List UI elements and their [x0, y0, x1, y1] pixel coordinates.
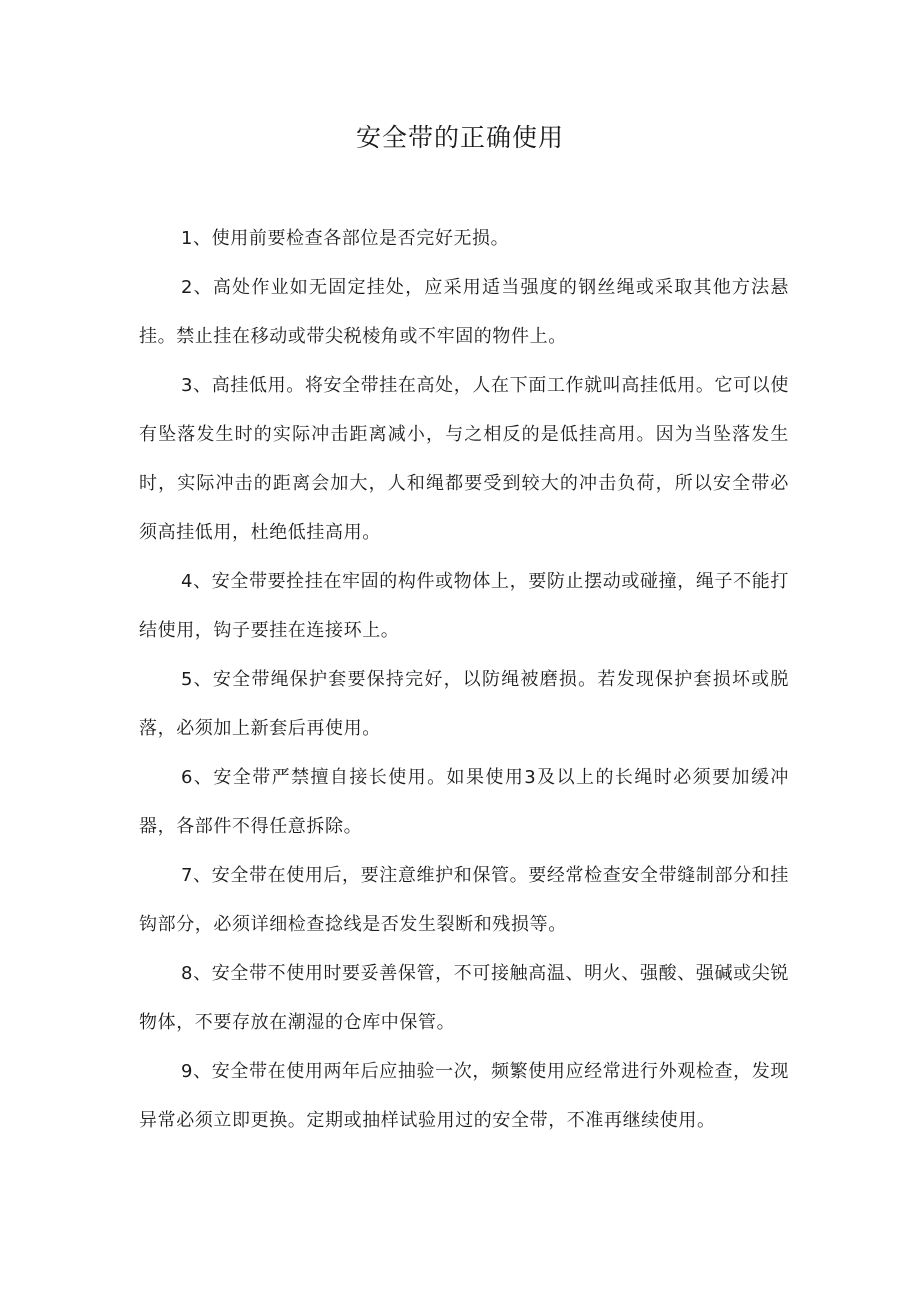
instruction-item-9: 9、安全带在使用两年后应抽验一次，频繁使用应经常进行外观检查，发现异常必须立即更换。定期或抽样试验用过的安全带，不准再继续使用。	[139, 1061, 789, 1131]
instruction-item-2: 2、高处作业如无固定挂处，应采用适当强度的钢丝绳或采取其他方法悬挂。禁止挂在移动或带尖税棱角或不牢固的物件上。	[139, 277, 789, 347]
instruction-item-6: 6、安全带严禁擅自接长使用。如果使用3及以上的长绳时必须要加缓冲器，各部件不得任意拆除。	[139, 767, 789, 837]
instruction-item-5: 5、安全带绳保护套要保持完好，以防绳被磨损。若发现保护套损坏或脱落，必须加上新套后再使用。	[139, 669, 789, 739]
document-title: 安全带的正确使用	[355, 123, 564, 152]
instruction-item-1: 1、使用前要检查各部位是否完好无损。	[181, 228, 510, 249]
instruction-list	[139, 214, 789, 1145]
instruction-item-8: 8、安全带不使用时要妥善保管，不可接触高温、明火、强酸、强碱或尖锐物体，不要存放在潮湿的仓库中保管。	[139, 963, 789, 1033]
instruction-item-3: 3、高挂低用。将安全带挂在高处，人在下面工作就叫高挂低用。它可以使有坠落发生时的实际冲击距离减小，与之相反的是低挂高用。因为当坠落发生时，实际冲击的距离会加大，人和绳都要受到较大的冲击负荷，所以安全带必须高挂低用，杜绝低挂高用。	[139, 375, 789, 543]
instruction-item-7: 7、安全带在使用后，要注意维护和保管。要经常检查安全带缝制部分和挂钩部分，必须详细检查捻线是否发生裂断和残损等。	[139, 865, 789, 935]
instruction-item-4: 4、安全带要拴挂在牢固的构件或物体上，要防止摆动或碰撞，绳子不能打结使用，钩子要挂在连接环上。	[139, 571, 789, 641]
